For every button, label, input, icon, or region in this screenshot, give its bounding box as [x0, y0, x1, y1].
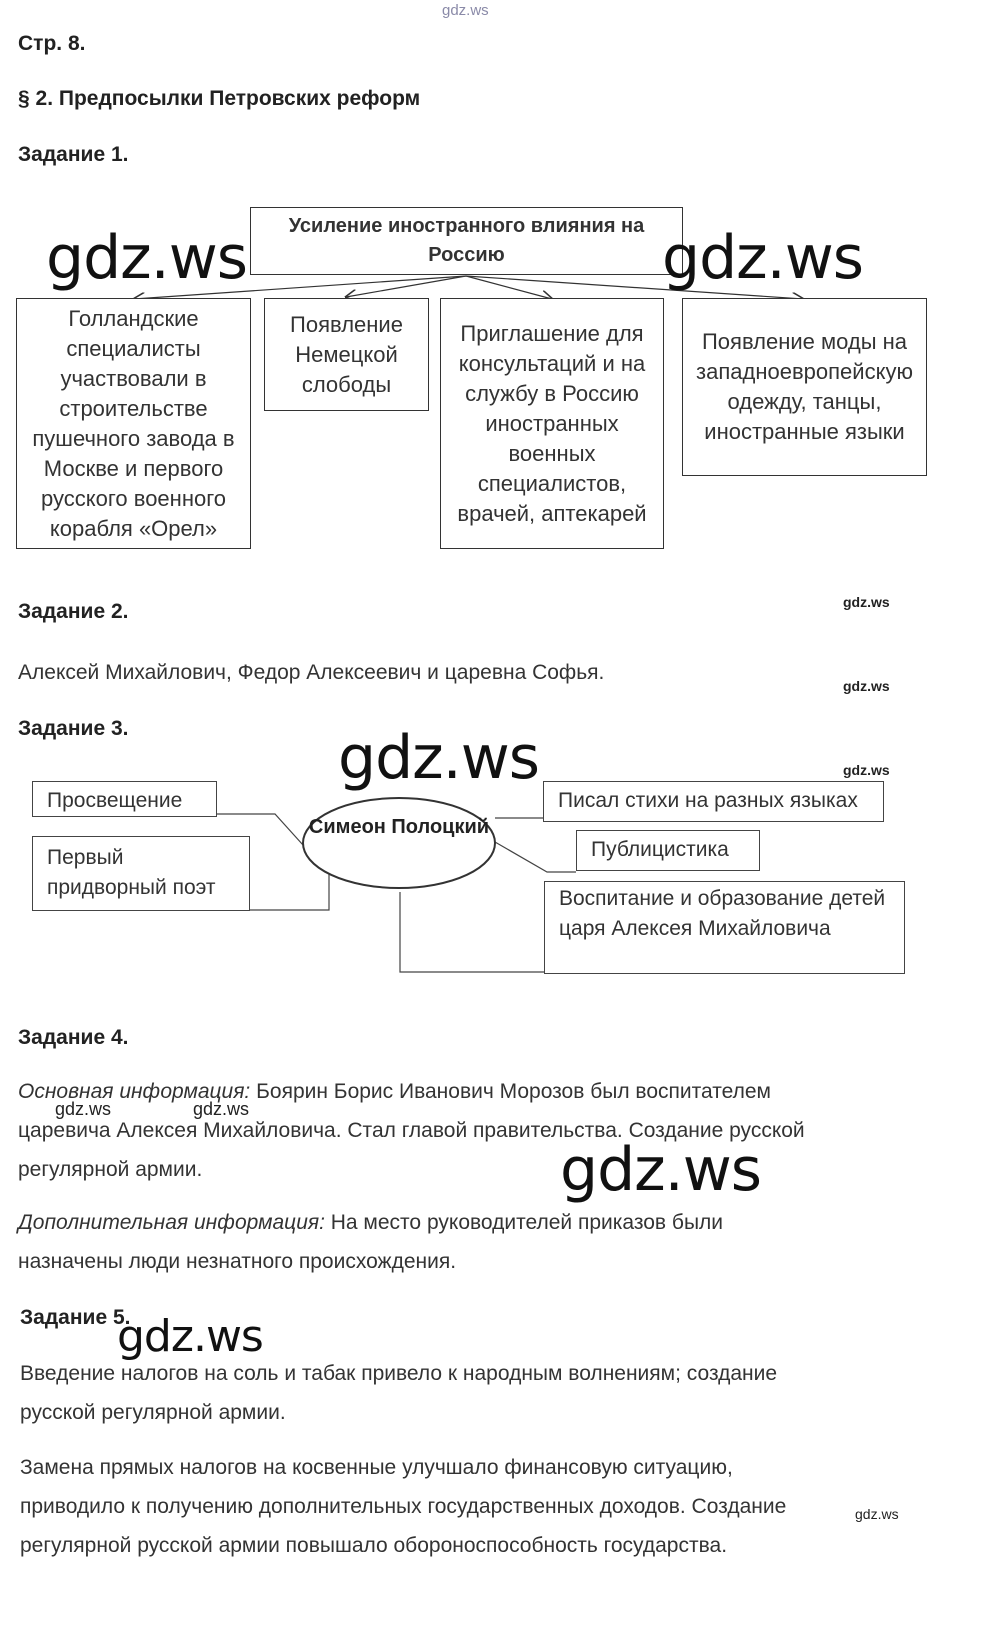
task5-paragraph-1: Введение налогов на соль и табак привело к народным волнениям; создание русской регулярной армии. [20, 1362, 778, 1424]
task3-right-box-3: Воспитание и образование детей царя Алексея Михайловича [544, 881, 905, 974]
watermark-large-3: gdz.ws [338, 723, 540, 793]
task2-text: Алексей Михайлович, Федор Алексеевич и царевна Софья. [18, 661, 605, 684]
connector-upbringing [400, 892, 544, 972]
task1-box-2-text: Появление Немецкой слободы [290, 311, 403, 397]
task3-heading: Задание 3. [18, 717, 129, 740]
task1-box-3-text: Приглашение для консультаций и на службу в Россию иностранных военных специалистов, врачей, аптекарей [457, 320, 647, 526]
task3-right-box-1: Писал стихи на разных языках [543, 781, 884, 822]
task3-center-text: Симеон Полоцкий [308, 816, 490, 838]
watermark-medium-1: gdz.ws [55, 1099, 112, 1119]
connector-poet [250, 870, 329, 910]
watermark-small-4: gdz.ws [855, 1506, 899, 1522]
watermark-small-3: gdz.ws [843, 762, 890, 778]
task1-box-1-text: Голландские специалисты участвовали в строительстве пушечного завода в Москве и первого русского военного корабля «Орел» [32, 305, 235, 541]
task5-paragraph-2: Замена прямых налогов на косвенные улучшало финансовую ситуацию, приводило к получению дополнительных государственных доходов. Создание регулярной русской армии повышало обороноспособность государства. [20, 1456, 787, 1557]
watermark-top: gdz.ws [442, 2, 489, 19]
task1-center-text: Усиление иностранного влияния на Россию [288, 215, 645, 266]
task4-main-label: Основная информация: [18, 1080, 251, 1103]
task2-heading: Задание 2. [18, 600, 129, 623]
section-title: § 2. Предпосылки Петровских реформ [18, 87, 421, 110]
task4-heading: Задание 4. [18, 1026, 129, 1049]
watermark-large-4: gdz.ws [560, 1135, 762, 1205]
watermark-large-5: gdz.ws [117, 1311, 263, 1362]
task1-heading: Задание 1. [18, 143, 129, 166]
task4-main-text: Боярин Борис Иванович Морозов был воспитателем царевича Алексея Михайловича. Стал главой правительства. Создание русской регулярной армии. [18, 1080, 805, 1181]
task3-left-box-2: Первый придворный поэт [32, 836, 250, 911]
task3-left-box-1: Просвещение [32, 781, 217, 817]
watermark-large-2: gdz.ws [662, 223, 864, 293]
page-ref: Стр. 8. [18, 32, 86, 55]
task4-extra-label: Дополнительная информация: [18, 1211, 325, 1234]
watermark-large-1: gdz.ws [46, 223, 248, 293]
task1-box-4-text: Появление моды на западноевропейскую одежду, танцы, иностранные языки [696, 329, 913, 444]
task4-extra-text: На место руководителей приказов были назначены люди незнатного происхождения. [18, 1211, 724, 1273]
task3-right-box-2: Публицистика [576, 830, 760, 871]
task5-heading: Задание 5. [20, 1306, 131, 1329]
connector-publicism [495, 842, 576, 872]
watermark-small-1: gdz.ws [843, 594, 890, 610]
task3-center-ellipse [303, 798, 495, 888]
task4-extra-paragraph [18, 1203, 818, 1281]
watermark-medium-2: gdz.ws [193, 1099, 250, 1119]
watermark-small-2: gdz.ws [843, 678, 890, 694]
